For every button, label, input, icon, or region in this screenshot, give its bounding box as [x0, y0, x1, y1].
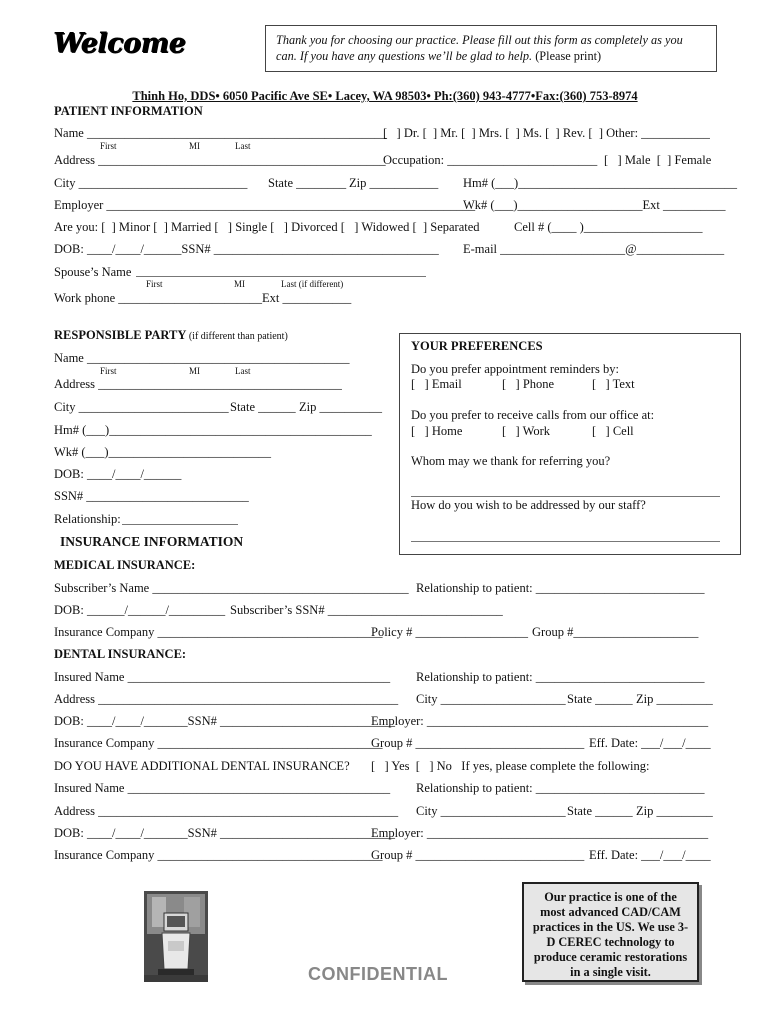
responsible-last-label: Last	[235, 366, 251, 376]
responsible-home-phone-field[interactable]: Hm# (___)__________________________________________	[54, 423, 372, 437]
calls-cell-option[interactable]: [ ] Cell	[592, 424, 634, 438]
dental-insured-name-field[interactable]: Insured Name __________________________________________	[54, 670, 391, 684]
responsible-zip-field[interactable]: Zip __________	[299, 400, 382, 414]
dental-employer-field[interactable]: Employer: _____________________________________________	[371, 714, 709, 728]
dental-eff-date-field[interactable]: Eff. Date: ___/___/____	[589, 736, 711, 750]
dental-company-field[interactable]: Insurance Company ____________________________________	[54, 736, 383, 750]
additional-relationship-field[interactable]: Relationship to patient: ___________________________	[416, 781, 705, 795]
additional-address-field[interactable]: Address ________________________________________________	[54, 804, 399, 818]
dob-ssn-field[interactable]: DOB: ____/____/______SSN# ____________________________________	[54, 242, 439, 256]
welcome-message-box	[265, 25, 717, 72]
policy-field[interactable]: Policy # __________________	[371, 625, 528, 639]
responsible-work-phone-field[interactable]: Wk# (___)__________________________	[54, 445, 271, 459]
referral-question: Whom may we thank for referring you?	[411, 454, 611, 468]
marital-status-checkboxes[interactable]: Are you: [ ] Minor [ ] Married [ ] Single [ ] Divorced [ ] Widowed [ ] Separated	[54, 220, 480, 234]
responsible-first-label: First	[100, 366, 117, 376]
spouse-mi-label: MI	[234, 279, 245, 289]
dental-relationship-field[interactable]: Relationship to patient: ___________________________	[416, 670, 705, 684]
print-note: (Please print)	[532, 49, 602, 63]
medical-group-field[interactable]: Group #____________________	[532, 625, 699, 639]
subscriber-name-field[interactable]: Subscriber’s Name _________________________________________	[54, 581, 409, 595]
additional-eff-date-field[interactable]: Eff. Date: ___/___/____	[589, 848, 711, 862]
calls-work-option[interactable]: [ ] Work	[502, 424, 551, 438]
responsible-mi-label: MI	[189, 366, 200, 376]
patient-section-title: PATIENT INFORMATION	[54, 104, 203, 118]
referral-line[interactable]	[411, 496, 720, 497]
additional-company-field[interactable]: Insurance Company ____________________________________	[54, 848, 383, 862]
patient-address-field[interactable]: Address ______________________________________________	[54, 153, 386, 167]
reminder-email-option[interactable]: [ ] Email	[411, 377, 462, 391]
calls-home-option[interactable]: [ ] Home	[411, 424, 463, 438]
dental-state-field[interactable]: State ______	[567, 692, 633, 706]
responsible-address-field[interactable]: Address _______________________________________	[54, 377, 342, 391]
address-preference-question: How do you wish to be addressed by our staff?	[411, 498, 646, 512]
medical-relationship-field[interactable]: Relationship to patient: ___________________________	[416, 581, 705, 595]
patient-city-field[interactable]: City ___________________________	[54, 176, 248, 190]
relationship-line[interactable]	[122, 524, 238, 525]
patient-zip-field[interactable]: Zip ___________	[349, 176, 439, 190]
responsible-name-field[interactable]: Name __________________________________________	[54, 351, 350, 365]
dental-zip-field[interactable]: Zip _________	[636, 692, 713, 706]
dental-group-field[interactable]: Group # ___________________________	[371, 736, 585, 750]
cerec-machine-photo	[144, 891, 208, 982]
patient-name-field[interactable]: Name ________________________________________________	[54, 126, 387, 140]
dental-address-field[interactable]: Address ________________________________________________	[54, 692, 399, 706]
patient-state-field[interactable]: State ________	[268, 176, 347, 190]
spouse-name-label: Spouse’s Name	[54, 265, 132, 279]
dental-insurance-title: DENTAL INSURANCE:	[54, 647, 187, 661]
address-preference-line[interactable]	[411, 541, 720, 542]
welcome-message: Thank you for choosing our practice. Please fill out this form as completely as you can. If you have any questions we’ll be glad to help.	[276, 33, 683, 63]
additional-state-field[interactable]: State ______	[567, 804, 633, 818]
dental-dob-ssn-field[interactable]: DOB: ____/____/_______SSN# ____________________________	[54, 714, 395, 728]
medical-company-field[interactable]: Insurance Company ____________________________________	[54, 625, 383, 639]
medical-dob-field[interactable]: DOB: ______/______/_________	[54, 603, 226, 617]
spouse-work-phone-field[interactable]: Work phone _______________________Ext ___________	[54, 291, 352, 305]
responsible-ssn-field[interactable]: SSN# __________________________	[54, 489, 249, 503]
reminder-phone-option[interactable]: [ ] Phone	[502, 377, 555, 391]
responsible-city-field[interactable]: City ________________________	[54, 400, 229, 414]
employer-field[interactable]: Employer ___________________________________________________________	[54, 198, 476, 212]
patient-title-checkboxes[interactable]: [ ] Dr. [ ] Mr. [ ] Mrs. [ ] Ms. [ ] Rev. [ ] Other: ___________	[383, 126, 710, 140]
cerec-info-box: Our practice is one of the most advanced CAD/CAM practices in the US. We use 3-D CEREC technology to produce ceramic restorations in a single visit.	[522, 882, 699, 982]
reminder-question: Do you prefer appointment reminders by:	[411, 362, 619, 376]
insurance-section-title: INSURANCE INFORMATION	[60, 534, 244, 549]
home-phone-field[interactable]: Hm# (___)___________________________________	[463, 176, 737, 190]
preferences-title: YOUR PREFERENCES	[411, 339, 543, 353]
additional-group-field[interactable]: Group # ___________________________	[371, 848, 585, 862]
last-label: Last	[235, 141, 251, 151]
calls-question: Do you prefer to receive calls from our office at:	[411, 408, 655, 422]
additional-city-field[interactable]: City ____________________	[416, 804, 566, 818]
dental-city-field[interactable]: City ____________________	[416, 692, 566, 706]
cell-phone-field[interactable]: Cell # (____ )___________________	[514, 220, 703, 234]
email-field[interactable]: E-mail ____________________@______________	[463, 242, 725, 256]
confidential-label: CONFIDENTIAL	[308, 964, 448, 984]
relationship-label: Relationship:	[54, 512, 121, 526]
additional-insurance-question: DO YOU HAVE ADDITIONAL DENTAL INSURANCE?	[54, 759, 350, 773]
reminder-text-option[interactable]: [ ] Text	[592, 377, 635, 391]
spouse-first-label: First	[146, 279, 163, 289]
gender-checkboxes[interactable]: [ ] Male [ ] Female	[604, 153, 712, 167]
cerec-machine-image	[144, 891, 208, 982]
responsible-state-field[interactable]: State ______	[230, 400, 296, 414]
additional-zip-field[interactable]: Zip _________	[636, 804, 713, 818]
spouse-name-line[interactable]	[136, 276, 426, 277]
work-phone-field[interactable]: Wk# (___)____________________Ext __________	[463, 198, 726, 212]
responsible-note: (if different than patient)	[186, 331, 288, 342]
responsible-section-title: RESPONSIBLE PARTY	[54, 328, 187, 342]
mi-label: MI	[189, 141, 200, 151]
responsible-dob-field[interactable]: DOB: ____/____/______	[54, 467, 182, 481]
additional-dob-ssn-field[interactable]: DOB: ____/____/_______SSN# ____________________________	[54, 826, 395, 840]
subscriber-ssn-field[interactable]: Subscriber’s SSN# ____________________________	[230, 603, 503, 617]
first-label: First	[100, 141, 117, 151]
occupation-field[interactable]: Occupation: ________________________	[383, 153, 598, 167]
additional-insured-name-field[interactable]: Insured Name __________________________________________	[54, 781, 391, 795]
medical-insurance-title: MEDICAL INSURANCE:	[54, 558, 196, 572]
additional-employer-field[interactable]: Employer: _____________________________________________	[371, 826, 709, 840]
practice-contact-line: Thinh Ho, DDS• 6050 Pacific Ave SE• Lacey, WA 98503• Ph:(360) 943-4777•Fax:(360) 753-8974	[132, 89, 638, 103]
spouse-last-label: Last (if different)	[281, 279, 344, 289]
welcome-title: Welcome	[53, 28, 186, 59]
additional-insurance-checkboxes[interactable]: [ ] Yes [ ] No If yes, please complete the following:	[371, 759, 650, 773]
